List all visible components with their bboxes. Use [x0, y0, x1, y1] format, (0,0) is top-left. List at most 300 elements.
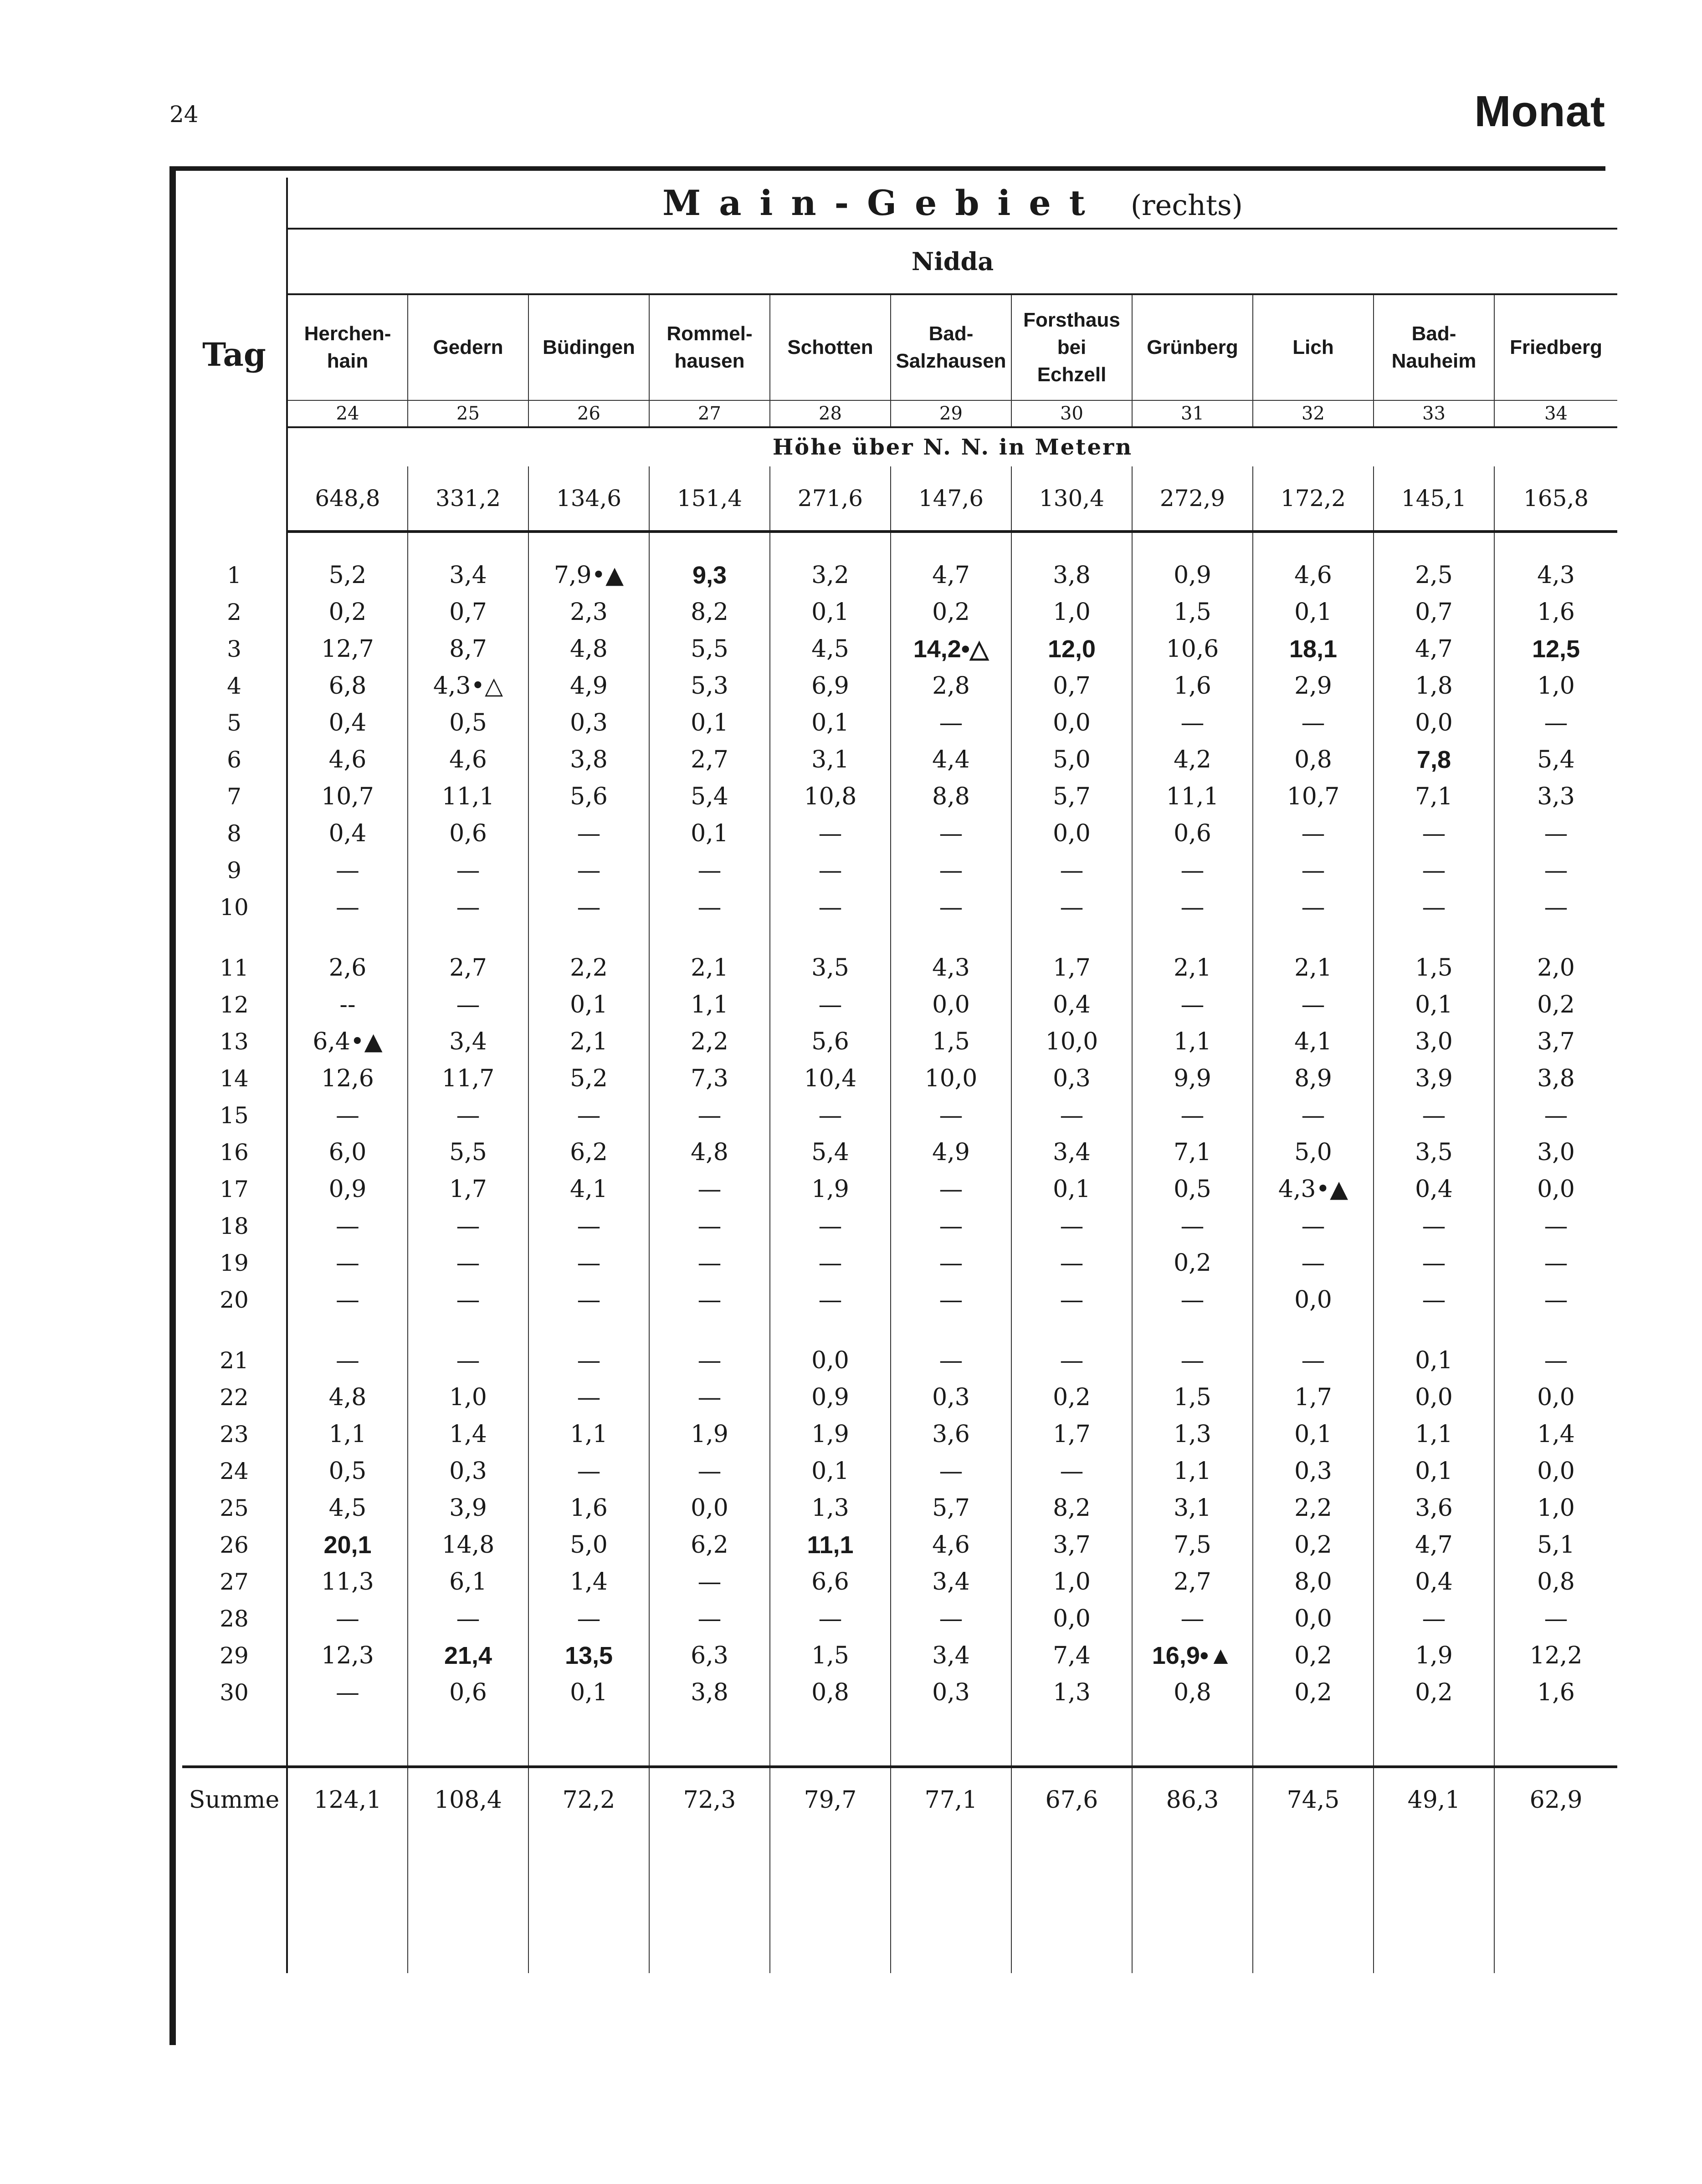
- precip-value: 0,0: [1537, 1175, 1575, 1203]
- precip-value: 0,2: [1253, 1526, 1374, 1563]
- precip-value: —: [1132, 889, 1253, 926]
- precip-value: 7,4: [1011, 1637, 1132, 1674]
- station-name: Herchen- hain: [287, 294, 408, 400]
- precip-value: 3,8: [1537, 1064, 1575, 1092]
- table-row: [182, 1023, 1617, 1060]
- precip-value: 20,1: [287, 1526, 408, 1563]
- precip-value: 11,7: [408, 1060, 528, 1097]
- page-heading: Monat: [1474, 87, 1605, 136]
- elevation-row: [182, 466, 1617, 532]
- precip-value: 9,3: [649, 557, 770, 593]
- table-row: [182, 1453, 1617, 1489]
- summe-value: 67,6: [1011, 1767, 1132, 1832]
- table-row: [182, 630, 1617, 667]
- precip-value: 3,2: [770, 557, 891, 593]
- precip-value: —: [891, 1097, 1011, 1134]
- summe-value: 49,1: [1374, 1767, 1494, 1832]
- precip-value: 9,9: [1132, 1060, 1253, 1097]
- precip-value: 0,3: [891, 1674, 1011, 1711]
- blank-cell: [528, 1318, 649, 1342]
- precip-value: 4,6: [287, 741, 408, 778]
- precip-value: 1,8: [1374, 667, 1494, 704]
- precip-value: —: [408, 889, 528, 926]
- precip-value: 1,1: [649, 986, 770, 1023]
- precip-value: 1,0: [408, 1379, 528, 1416]
- precip-value: 4,9: [528, 667, 649, 704]
- blank-cell: [528, 1711, 649, 1767]
- precip-value: 6,6: [770, 1563, 891, 1600]
- precip-value: 5,6: [528, 778, 649, 815]
- precip-value: —: [1132, 986, 1253, 1023]
- blank-cell: [1253, 532, 1374, 557]
- precip-value: 5,7: [891, 1489, 1011, 1526]
- precip-value: —: [408, 1097, 528, 1134]
- precip-value: 0,0: [1537, 1457, 1575, 1485]
- station-number: 31: [1132, 400, 1253, 427]
- precip-value: —: [649, 1171, 770, 1207]
- table-row: [182, 667, 1617, 704]
- precip-value: 18,1: [1253, 630, 1374, 667]
- precip-value: 0,1: [1374, 986, 1494, 1023]
- precip-value: 0,0: [1011, 815, 1132, 852]
- precip-value: 3,4: [891, 1637, 1011, 1674]
- precip-value: —: [1253, 1244, 1374, 1281]
- blank-cell: [1374, 926, 1494, 949]
- precip-value: —: [891, 1600, 1011, 1637]
- group-gap: [182, 1318, 1617, 1342]
- precip-value: 11,3: [287, 1563, 408, 1600]
- table-row: [182, 1674, 1617, 1711]
- precip-value: 0,8: [1132, 1674, 1253, 1711]
- precip-value: 1,7: [1011, 949, 1132, 986]
- precip-value: 2,7: [649, 741, 770, 778]
- summe-value: 86,3: [1132, 1767, 1253, 1832]
- left-frame-rule: [169, 166, 176, 2045]
- precip-value: 0,9: [287, 1171, 408, 1207]
- table-row: [182, 1379, 1617, 1416]
- precip-value: 3,9: [408, 1489, 528, 1526]
- blank-cell: [1132, 1711, 1253, 1767]
- table-row: [182, 1600, 1617, 1637]
- precip-value: —: [770, 1281, 891, 1318]
- table-row: [182, 1489, 1617, 1526]
- precip-value: —: [1132, 1281, 1253, 1318]
- table-row: [182, 1637, 1617, 1674]
- precip-value: 5,0: [528, 1526, 649, 1563]
- table-row: [182, 949, 1617, 986]
- precip-value: 8,2: [649, 593, 770, 630]
- precip-value: 5,2: [287, 557, 408, 593]
- precip-value: —: [1374, 1600, 1494, 1637]
- precip-value: —: [1374, 852, 1494, 889]
- precip-value: 1,1: [1132, 1023, 1253, 1060]
- precip-value: —: [770, 1207, 891, 1244]
- precip-value: 11,1: [770, 1526, 891, 1563]
- precip-value: 2,7: [408, 949, 528, 986]
- summe-value: 74,5: [1253, 1767, 1374, 1832]
- blank-cell: [649, 926, 770, 949]
- station-elevation: 147,6: [891, 466, 1011, 532]
- precip-value: 1,3: [1011, 1674, 1132, 1711]
- summe-value: 124,1: [287, 1767, 408, 1832]
- precip-value: 0,2: [1132, 1244, 1253, 1281]
- precip-value: —: [528, 852, 649, 889]
- precip-value: —: [770, 1600, 891, 1637]
- station-elevation: 145,1: [1374, 466, 1494, 532]
- table-row: [182, 778, 1617, 815]
- day-number: 23: [182, 1416, 287, 1453]
- precip-value: 2,2: [1253, 1489, 1374, 1526]
- precip-value: 0,1: [528, 1674, 649, 1711]
- station-number: 32: [1253, 400, 1374, 427]
- precip-value: —: [287, 1342, 408, 1379]
- station-number: 33: [1374, 400, 1494, 427]
- precip-value: 0,3: [528, 704, 649, 741]
- precipitation-table: [182, 178, 1617, 1973]
- precip-value: 0,0: [1374, 1379, 1494, 1416]
- blank-cell: [1011, 532, 1132, 557]
- precip-value: 5,4: [649, 778, 770, 815]
- precip-value: 3,6: [1374, 1489, 1494, 1526]
- precip-value: 11,1: [408, 778, 528, 815]
- precip-value: 0,7: [1011, 667, 1132, 704]
- precip-value: 12,0: [1011, 630, 1132, 667]
- precip-value: 4,5: [770, 630, 891, 667]
- blank-cell: [408, 1318, 528, 1342]
- precip-value: 5,3: [649, 667, 770, 704]
- precip-value: 0,2: [1011, 1379, 1132, 1416]
- precip-value: 0,7: [408, 593, 528, 630]
- precip-value: —: [891, 1281, 1011, 1318]
- precip-value: —: [408, 1600, 528, 1637]
- precip-value: 4,2: [1132, 741, 1253, 778]
- precip-value: —: [1374, 1207, 1494, 1244]
- precip-value: 10,7: [1253, 778, 1374, 815]
- day-number: 2: [182, 593, 287, 630]
- precip-value: 10,8: [770, 778, 891, 815]
- day-number: 8: [182, 815, 287, 852]
- precip-value: 0,9: [770, 1379, 891, 1416]
- precip-value: —: [770, 986, 891, 1023]
- precip-value: 0,4: [287, 815, 408, 852]
- precip-value: 2,1: [1253, 949, 1374, 986]
- precip-value: 0,2: [1253, 1637, 1374, 1674]
- precip-value: 3,8: [1011, 557, 1132, 593]
- tag-header: Tag: [182, 178, 287, 532]
- precip-value: 5,1: [1537, 1531, 1575, 1559]
- blank-cell: [1494, 926, 1617, 949]
- precip-value: 2,1: [649, 949, 770, 986]
- precip-value: 7,3: [649, 1060, 770, 1097]
- precip-value: 0,1: [1374, 1453, 1494, 1489]
- precip-value: —: [1011, 1453, 1132, 1489]
- precip-value: —: [528, 1453, 649, 1489]
- table-row: [182, 1244, 1617, 1281]
- precip-value: 1,4: [408, 1416, 528, 1453]
- station-name: Lich: [1253, 294, 1374, 400]
- summe-value: 62,9: [1494, 1767, 1617, 1832]
- hoehe-label: Höhe über N. N. in Metern: [772, 435, 1133, 460]
- station-elevation: 272,9: [1132, 466, 1253, 532]
- precip-value: —: [891, 1171, 1011, 1207]
- precip-value: 5,4: [770, 1134, 891, 1171]
- precip-value: 1,9: [1374, 1637, 1494, 1674]
- precip-value: 4,1: [1253, 1023, 1374, 1060]
- summe-value: 72,2: [528, 1767, 649, 1832]
- precip-value: 0,1: [1011, 1171, 1132, 1207]
- blank-cell: [1374, 1711, 1494, 1767]
- day-number: 19: [182, 1244, 287, 1281]
- precip-value: 1,0: [1537, 1494, 1575, 1522]
- precip-value: —: [649, 852, 770, 889]
- precip-value: 8,2: [1011, 1489, 1132, 1526]
- precip-value: 0,0: [649, 1489, 770, 1526]
- precip-value: 1,0: [1011, 1563, 1132, 1600]
- day-number: 14: [182, 1060, 287, 1097]
- precip-value: 0,0: [1011, 704, 1132, 741]
- precip-value: 10,6: [1132, 630, 1253, 667]
- precip-value: —: [1253, 889, 1374, 926]
- precip-value: —: [287, 1097, 408, 1134]
- precip-value: 3,4: [408, 557, 528, 593]
- precip-value: 0,2: [1253, 1674, 1374, 1711]
- blank-cell: [1374, 1832, 1494, 1973]
- precip-value: —: [770, 815, 891, 852]
- precip-value: 4,6: [891, 1526, 1011, 1563]
- precip-value: —: [649, 1379, 770, 1416]
- precip-value: 3,8: [528, 741, 649, 778]
- day-number: 17: [182, 1171, 287, 1207]
- precip-value: 0,1: [1253, 593, 1374, 630]
- blank-cell: [1253, 1318, 1374, 1342]
- precip-value: —: [1132, 1207, 1253, 1244]
- group-gap: [182, 926, 1617, 949]
- table-row: [182, 1134, 1617, 1171]
- precip-value: 7,5: [1132, 1526, 1253, 1563]
- precip-value: 2,3: [528, 593, 649, 630]
- blank-cell: [891, 1318, 1011, 1342]
- precip-value: —: [528, 1097, 649, 1134]
- table-row: [182, 1060, 1617, 1097]
- precip-value: —: [1544, 1101, 1568, 1129]
- precip-value: 0,9: [1132, 557, 1253, 593]
- precip-value: —: [528, 889, 649, 926]
- blank-cell: [891, 1711, 1011, 1767]
- precip-value: 0,2: [287, 593, 408, 630]
- precip-value: —: [1544, 1212, 1568, 1240]
- precip-value: 1,6: [1537, 1678, 1575, 1706]
- group-gap: [182, 1832, 1617, 1973]
- precip-value: 3,8: [649, 1674, 770, 1711]
- day-number: 30: [182, 1674, 287, 1711]
- precip-value: 0,0: [1011, 1600, 1132, 1637]
- table-row: [182, 1171, 1617, 1207]
- precip-value: 3,6: [891, 1416, 1011, 1453]
- precip-value: 5,2: [528, 1060, 649, 1097]
- precip-value: 2,9: [1253, 667, 1374, 704]
- precip-value: 0,1: [1253, 1416, 1374, 1453]
- day-number: 12: [182, 986, 287, 1023]
- precip-value: 1,5: [1132, 1379, 1253, 1416]
- precip-value: 1,6: [1537, 598, 1575, 626]
- station-name: Forsthaus bei Echzell: [1011, 294, 1132, 400]
- precip-value: 6,9: [770, 667, 891, 704]
- precip-value: —: [528, 1600, 649, 1637]
- precip-value: —: [1011, 1244, 1132, 1281]
- precip-value: 0,7: [1374, 593, 1494, 630]
- precip-value: 3,1: [770, 741, 891, 778]
- precip-value: —: [1253, 704, 1374, 741]
- blank-cell: [1132, 1832, 1253, 1973]
- blank-cell: [1011, 1711, 1132, 1767]
- precip-value: —: [528, 1342, 649, 1379]
- day-number: 15: [182, 1097, 287, 1134]
- station-elevation: 172,2: [1253, 466, 1374, 532]
- blank-cell: [1253, 1711, 1374, 1767]
- precip-value: 5,5: [649, 630, 770, 667]
- precip-value: —: [1011, 1342, 1132, 1379]
- precip-value: 3,7: [1011, 1526, 1132, 1563]
- station-name: Grünberg: [1132, 294, 1253, 400]
- day-number: 11: [182, 949, 287, 986]
- precip-value: 0,0: [1374, 704, 1494, 741]
- summe-value: 108,4: [408, 1767, 528, 1832]
- precip-value: —: [1253, 986, 1374, 1023]
- day-number: 4: [182, 667, 287, 704]
- precip-value: 4,3•▲: [1253, 1171, 1374, 1207]
- summe-row: [182, 1767, 1617, 1832]
- precip-value: —: [287, 1207, 408, 1244]
- precip-value: —: [408, 1342, 528, 1379]
- precip-value: —: [891, 1244, 1011, 1281]
- precip-value: 12,5: [1532, 635, 1580, 663]
- precip-value: 0,5: [408, 704, 528, 741]
- precip-value: 2,2: [649, 1023, 770, 1060]
- precip-value: 6,1: [408, 1563, 528, 1600]
- tag-cell-blank: [182, 1318, 287, 1342]
- blank-cell: [1132, 926, 1253, 949]
- precip-value: —: [1132, 1342, 1253, 1379]
- page-number: 24: [169, 101, 199, 128]
- precip-value: 13,5: [528, 1637, 649, 1674]
- precip-value: —: [891, 889, 1011, 926]
- precip-value: 0,6: [1132, 815, 1253, 852]
- precip-value: —: [1253, 1342, 1374, 1379]
- table-row: [182, 889, 1617, 926]
- precip-value: 3,4: [408, 1023, 528, 1060]
- precip-value: —: [649, 1453, 770, 1489]
- day-number: 6: [182, 741, 287, 778]
- precip-value: 1,6: [1132, 667, 1253, 704]
- precip-value: 8,8: [891, 778, 1011, 815]
- station-elevation: 271,6: [770, 466, 891, 532]
- day-number: 24: [182, 1453, 287, 1489]
- station-name: Schotten: [770, 294, 891, 400]
- precip-value: —: [1011, 1207, 1132, 1244]
- precip-value: 1,1: [287, 1416, 408, 1453]
- precip-value: 1,5: [891, 1023, 1011, 1060]
- precip-value: 0,1: [770, 704, 891, 741]
- precip-value: 3,3: [1537, 783, 1575, 810]
- precip-value: —: [649, 1207, 770, 1244]
- blank-cell: [1253, 1832, 1374, 1973]
- day-number: 29: [182, 1637, 287, 1674]
- station-number-row: [182, 400, 1617, 427]
- station-name: Bad- Salzhausen: [891, 294, 1011, 400]
- precip-value: 1,0: [1537, 672, 1575, 700]
- precip-value: —: [1374, 1244, 1494, 1281]
- precip-value: 6,2: [528, 1134, 649, 1171]
- region-note: (rechts): [1130, 188, 1243, 222]
- table-row: [182, 1416, 1617, 1453]
- precip-value: —: [891, 1342, 1011, 1379]
- precip-value: 0,4: [1374, 1563, 1494, 1600]
- tag-cell-blank: [182, 532, 287, 557]
- precip-value: 12,6: [287, 1060, 408, 1097]
- precip-value: 5,5: [408, 1134, 528, 1171]
- station-number: 34: [1494, 400, 1617, 427]
- precip-value: 1,5: [1374, 949, 1494, 986]
- precip-value: 1,1: [1374, 1416, 1494, 1453]
- station-name: Büdingen: [528, 294, 649, 400]
- table-row: [182, 986, 1617, 1023]
- station-elevation: 130,4: [1011, 466, 1132, 532]
- station-elevation: 165,8: [1494, 466, 1617, 532]
- precip-value: —: [649, 1244, 770, 1281]
- precip-value: 7,1: [1374, 778, 1494, 815]
- table-row: [182, 593, 1617, 630]
- table-row: [182, 1563, 1617, 1600]
- precip-value: 1,6: [528, 1489, 649, 1526]
- precip-value: 4,1: [528, 1171, 649, 1207]
- blank-cell: [649, 1832, 770, 1973]
- precip-value: 14,8: [408, 1526, 528, 1563]
- precip-value: 1,7: [408, 1171, 528, 1207]
- precip-value: 0,0: [770, 1342, 891, 1379]
- precip-value: —: [1544, 1249, 1568, 1277]
- blank-cell: [287, 926, 408, 949]
- precip-value: 0,1: [649, 815, 770, 852]
- precip-value: 16,9•▲: [1132, 1637, 1253, 1674]
- blank-cell: [287, 1711, 408, 1767]
- table-row: [182, 704, 1617, 741]
- precip-value: —: [1374, 815, 1494, 852]
- precip-value: —: [1011, 1281, 1132, 1318]
- station-number: 24: [287, 400, 408, 427]
- precip-value: 0,5: [287, 1453, 408, 1489]
- station-name: Gedern: [408, 294, 528, 400]
- precip-value: 3,1: [1132, 1489, 1253, 1526]
- precip-value: 4,6: [408, 741, 528, 778]
- blank-cell: [649, 1711, 770, 1767]
- station-number: 26: [528, 400, 649, 427]
- summe-value: 79,7: [770, 1767, 891, 1832]
- blank-cell: [770, 1832, 891, 1973]
- precip-value: 5,7: [1011, 778, 1132, 815]
- precip-value: 5,0: [1011, 741, 1132, 778]
- blank-cell: [649, 1318, 770, 1342]
- station-name: Friedberg: [1510, 336, 1602, 358]
- precip-value: —: [1253, 1097, 1374, 1134]
- blank-cell: [770, 532, 891, 557]
- precip-value: 1,1: [1132, 1453, 1253, 1489]
- precip-value: 0,1: [770, 1453, 891, 1489]
- precip-value: 6,8: [287, 667, 408, 704]
- station-number: 30: [1011, 400, 1132, 427]
- precip-value: —: [649, 1342, 770, 1379]
- precip-value: —: [1544, 1346, 1568, 1374]
- precip-value: —: [1374, 1097, 1494, 1134]
